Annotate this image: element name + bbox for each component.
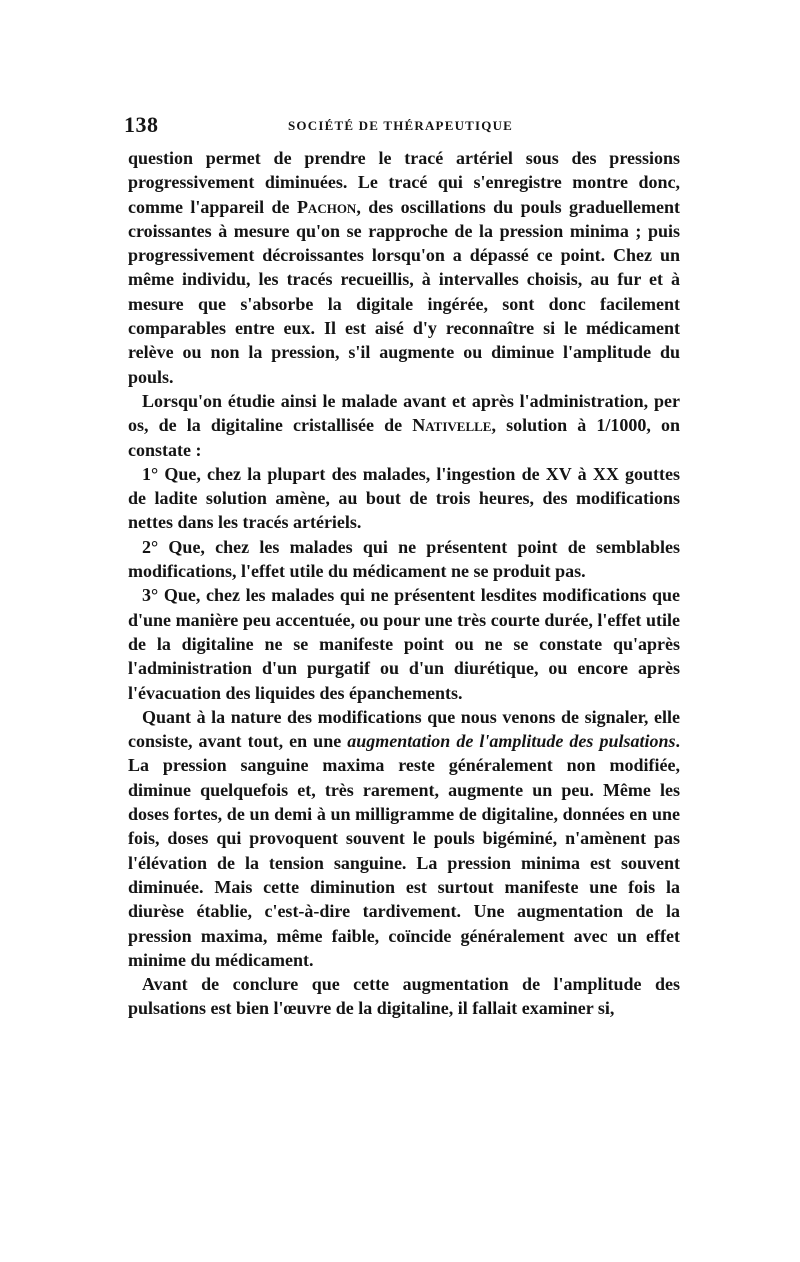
list-item-2: 2° Que, chez les malades qui ne présentent point de semblables modifications, l'effet utile du médicament ne se produit pas. <box>128 536 680 582</box>
paragraph-1 <box>128 146 680 389</box>
list-item-1: 1° Que, chez la plupart des malades, l'ingestion de XV à XX gouttes de ladite solution amène, au bout de trois heures, des modifications nettes dans les tracés artériels. <box>128 463 680 533</box>
running-header <box>124 112 680 146</box>
emphasis-amplitude: augmentation de l'amplitude des pulsations <box>347 731 676 752</box>
book-page <box>124 112 680 1021</box>
paragraph-2-text-b: , solution à 1/1000, on constate : <box>128 415 680 460</box>
paragraph-7: Avant de conclure que cette augmentation de l'amplitude des pulsations est bien l'œuvre de la digitaline, il fallait examiner si, <box>128 974 680 1019</box>
paragraph-2 <box>128 389 680 462</box>
paragraph-2-text-a: Lorsqu'on étudie ainsi le malade avant et après l'administration, per os, de la digitaline cristallisée de <box>128 390 680 436</box>
paragraph-1-text-b: , des oscillations du pouls graduellement croissantes à mesure qu'on se rapproche de la pression minima ; puis progressivement décroissantes lorsqu'on a dépassé ce point. Chez un même individu, les tracés recueillis, à intervalles choisis, au fur et à mesure que s'absorbe la digitale ingérée, sont donc facilement comparables entre eux. Il est aisé d'y reconnaître si le médicament relève ou non la pression, s'il augmente ou diminue l'amplitude du pouls. <box>128 196 680 387</box>
body-text <box>128 146 680 1021</box>
author-name-pachon: Pachon <box>296 196 357 217</box>
list-item-3: 3° Que, chez les malades qui ne présentent lesdites modifications que d'une manière peu accentuée, ou pour une très courte durée, l'effet utile de la digitaline ne se manifeste point ou ne se constate qu'après l'administration d'un purgatif ou d'un diurétique, ou encore après l'évacuation des liquides des épanchements. <box>128 585 680 703</box>
page-number: 138 <box>124 112 159 137</box>
author-name-nativelle: Nativelle <box>412 415 492 436</box>
paragraph-6-text-a: Quant à la nature des modifications que nous venons de signaler, elle consiste, avant tout, en une <box>128 706 680 752</box>
running-title: SOCIÉTÉ DE THÉRAPEUTIQUE <box>288 118 514 133</box>
paragraph-1-text-a: question permet de prendre le tracé artériel sous des pressions progressivement diminuées. Le tracé qui s'enregistre montre donc, comme l'appareil de <box>128 148 680 217</box>
paragraph-6-text-b: . La pression sanguine maxima reste généralement non modifiée, diminue quelquefois et, très rarement, augmente un peu. Même les doses fortes, de un demi à un milligramme de digitaline, données en une fois, doses qui provoquent souvent le pouls bigéminé, n'amènent pas l'élévation de la tension sanguine. La pression minima est souvent diminuée. Mais cette diminution est surtout manifeste une fois la diurèse établie, c'est-à-dire tardivement. Une augmentation de la pression maxima, même faible, coïncide généralement avec un effet minime du médicament. <box>128 731 680 970</box>
paragraph-6 <box>128 705 680 972</box>
